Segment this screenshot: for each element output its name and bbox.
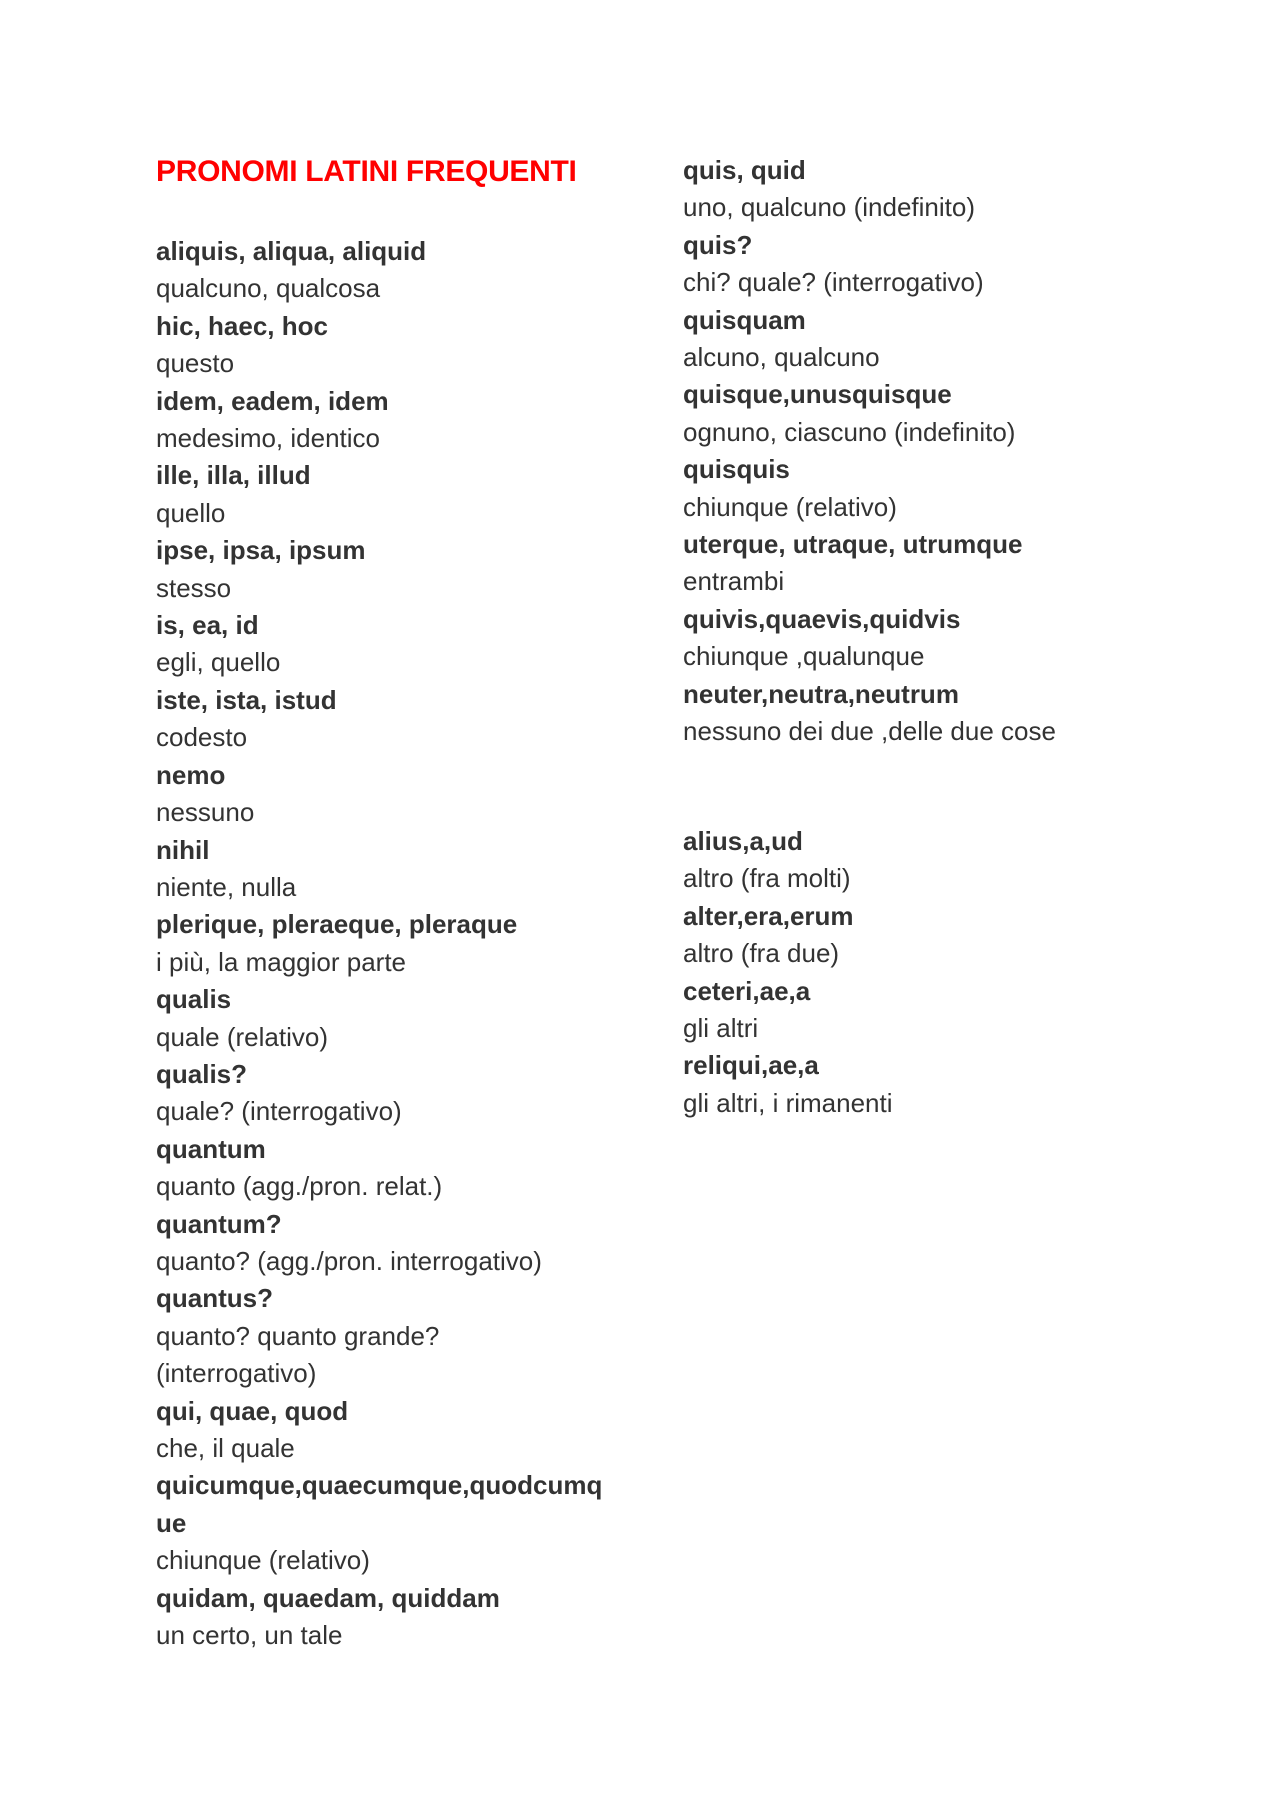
pronoun-entry (156, 1131, 626, 1206)
pronoun-entry (156, 682, 626, 757)
pronoun-entry (683, 227, 1143, 302)
pronoun-entry (156, 532, 626, 607)
pronoun-meaning: gli altri, i rimanenti (683, 1087, 893, 1118)
pronoun-meaning: egli, quello (156, 647, 281, 678)
pronoun-entry (156, 832, 626, 907)
pronoun-meaning: un certo, un tale (156, 1620, 343, 1651)
pronoun-entry (156, 457, 626, 532)
pronoun-term: aliquis, aliqua, aliquid (156, 236, 427, 266)
pronoun-meaning: altro (fra molti) (683, 863, 851, 894)
pronoun-entry (683, 676, 1143, 751)
pronoun-term: ipse, ipsa, ipsum (156, 535, 366, 566)
pronoun-term: quantum? (156, 1208, 282, 1239)
pronoun-term: plerique, pleraeque, pleraque (156, 909, 518, 940)
pronoun-entry (156, 308, 626, 383)
pronoun-meaning: quello (156, 497, 226, 528)
pronoun-entry (156, 1056, 626, 1131)
page-title: PRONOMI LATINI FREQUENTI (156, 155, 577, 188)
pronoun-term: nihil (156, 834, 210, 865)
pronoun-entry (156, 1280, 626, 1392)
pronoun-meaning: quale? (interrogativo) (156, 1096, 402, 1127)
pronoun-term: qui, quae, quod (156, 1395, 349, 1426)
pronoun-entry (156, 906, 626, 981)
pronoun-entry (156, 757, 626, 832)
pronoun-meaning: quanto? quanto grande? (interrogativo) (156, 1320, 440, 1389)
pronoun-entry (683, 302, 1143, 377)
pronoun-meaning: che, il quale (156, 1433, 295, 1463)
pronoun-meaning: niente, nulla (156, 871, 297, 902)
pronoun-term: qualis? (156, 1058, 248, 1089)
pronoun-meaning: chiunque ,qualunque (683, 641, 925, 672)
pronoun-meaning: nessuno (156, 797, 255, 828)
pronoun-entry (683, 823, 1143, 898)
pronoun-meaning: nessuno dei due ,delle due cose (683, 716, 1056, 747)
pronoun-meaning: medesimo, identico (156, 423, 380, 454)
pronoun-entry (683, 526, 1143, 601)
pronoun-meaning: entrambi (683, 566, 785, 597)
pronoun-meaning: uno, qualcuno (indefinito) (683, 192, 975, 223)
pronoun-entry (683, 376, 1143, 451)
pronoun-term: quisquis (683, 454, 790, 485)
pronoun-entry (683, 898, 1143, 973)
pronoun-term: quantum (156, 1133, 266, 1164)
pronoun-term: neuter,neutra,neutrum (683, 678, 959, 709)
pronoun-entry (156, 1206, 626, 1281)
pronoun-meaning: codesto (156, 722, 248, 753)
pronoun-list-left (156, 233, 626, 1654)
pronoun-meaning: chiunque (relativo) (156, 1545, 370, 1576)
pronoun-entry (683, 152, 1143, 227)
pronoun-entry (683, 973, 1143, 1048)
pronoun-term: nemo (156, 759, 226, 790)
pronoun-term: quidam, quaedam, quiddam (156, 1582, 500, 1613)
pronoun-term: quivis,quaevis,quidvis (683, 603, 961, 634)
pronoun-entry (156, 1393, 626, 1468)
pronoun-term: alter,era,erum (683, 900, 854, 931)
pronoun-entry (156, 1467, 626, 1579)
pronoun-meaning: altro (fra due) (683, 938, 840, 969)
pronoun-term: quis, quid (683, 155, 806, 185)
pronoun-term: reliqui,ae,a (683, 1050, 819, 1081)
pronoun-entry (683, 601, 1143, 676)
pronoun-entry (683, 451, 1143, 526)
pronoun-list-right-secondary (683, 823, 1143, 1122)
pronoun-meaning: quanto (agg./pron. relat.) (156, 1171, 443, 1202)
pronoun-list-right (683, 152, 1143, 751)
pronoun-entry (156, 981, 626, 1056)
pronoun-entry (156, 1580, 626, 1655)
pronoun-term: hic, haec, hoc (156, 310, 328, 341)
pronoun-entry (156, 607, 626, 682)
pronoun-term: quicumque,quaecumque,quodcumque (156, 1470, 603, 1538)
pronoun-term: uterque, utraque, utrumque (683, 529, 1023, 560)
pronoun-meaning: i più, la maggior parte (156, 946, 407, 977)
pronoun-meaning: alcuno, qualcuno (683, 342, 880, 373)
pronoun-meaning: qualcuno, qualcosa (156, 273, 381, 304)
pronoun-term: quis? (683, 229, 753, 260)
pronoun-meaning: questo (156, 348, 235, 379)
pronoun-term: alius,a,ud (683, 826, 803, 856)
pronoun-term: qualis (156, 984, 232, 1015)
pronoun-entry (156, 233, 626, 308)
pronoun-term: ille, illa, illud (156, 460, 311, 491)
pronoun-term: iste, ista, istud (156, 684, 337, 715)
pronoun-term: is, ea, id (156, 610, 259, 641)
pronoun-entry (156, 383, 626, 458)
pronoun-term: idem, eadem, idem (156, 385, 389, 416)
pronoun-meaning: chiunque (relativo) (683, 491, 897, 522)
pronoun-meaning: stesso (156, 572, 232, 603)
pronoun-term: quantus? (156, 1283, 273, 1314)
pronoun-term: quisque,unusquisque (683, 379, 952, 410)
pronoun-entry (683, 1047, 1143, 1122)
pronoun-meaning: ognuno, ciascuno (indefinito) (683, 416, 1016, 447)
pronoun-term: quisquam (683, 304, 806, 335)
pronoun-meaning: chi? quale? (interrogativo) (683, 267, 984, 298)
pronoun-meaning: quanto? (agg./pron. interrogativo) (156, 1245, 542, 1276)
pronoun-term: ceteri,ae,a (683, 975, 811, 1006)
pronoun-meaning: quale (relativo) (156, 1021, 328, 1052)
pronoun-meaning: gli altri (683, 1013, 759, 1044)
